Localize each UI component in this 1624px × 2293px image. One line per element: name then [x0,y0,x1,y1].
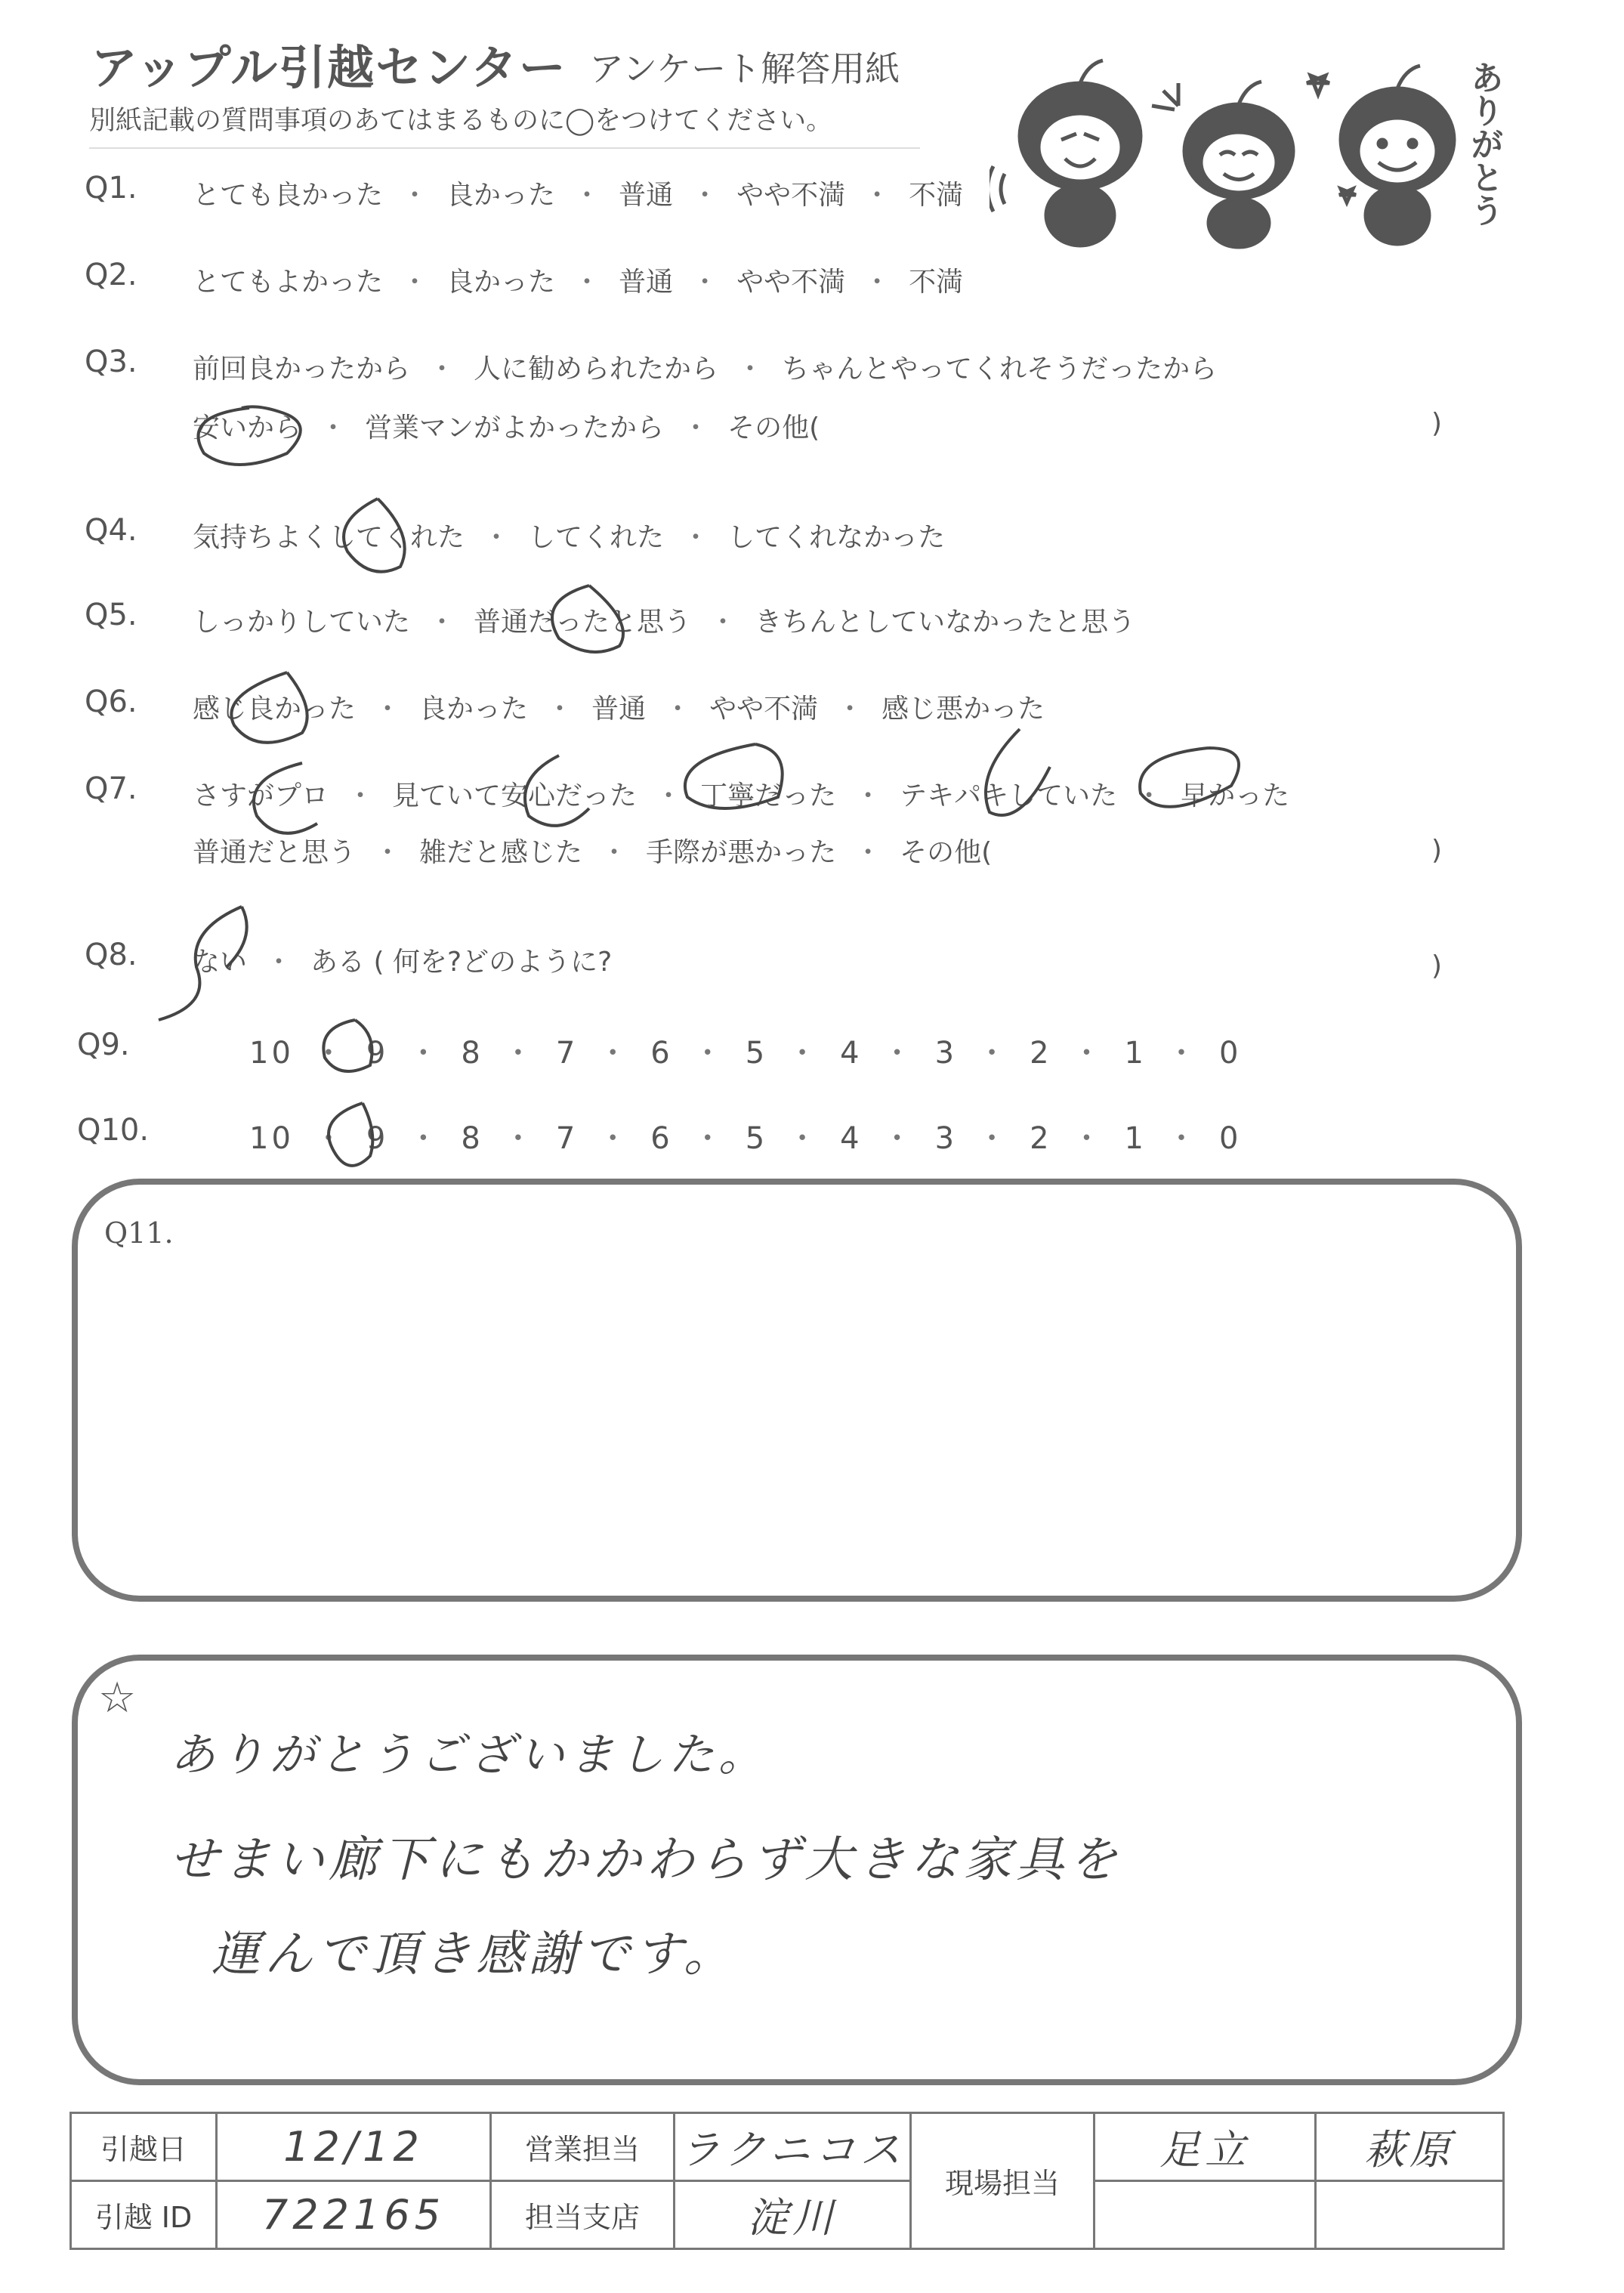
answer-option[interactable]: 普通 [619,267,674,298]
scale-value[interactable]: 3 [934,1036,958,1071]
question-label: Q7. [85,771,137,806]
scale-value[interactable]: 8 [461,1121,483,1156]
answer-option[interactable]: さすがプロ [193,780,329,811]
q8-circle-mark [159,907,247,1020]
scale-separator: ・ [408,1036,442,1071]
scale-value[interactable]: 10 [249,1121,294,1156]
q4-circle-mark [344,499,405,572]
scale-separator: ・ [787,1121,821,1156]
mascot-caption: ありがとう [1465,60,1503,227]
answer-option[interactable]: とてもよかった [193,267,384,298]
answer-option[interactable]: 普通 [591,694,647,725]
scale-value[interactable]: 2 [1030,1036,1052,1071]
site-staff-2[interactable]: 萩原 [1316,2113,1504,2181]
scale-separator: ・ [881,1036,915,1071]
scale-separator: ・ [692,1121,726,1156]
option-separator: ・ [736,354,764,385]
question-label: Q8. [85,938,137,972]
answer-option[interactable]: 手際が悪かった [646,837,837,868]
option-separator: ・ [428,354,456,385]
scale-separator: ・ [977,1121,1011,1156]
q7-circle-mark-2 [525,756,589,826]
answer-option[interactable]: きちんとしていなかったと思う [755,607,1136,638]
scale-value[interactable]: 10 [249,1036,294,1071]
option-separator: ・ [1135,780,1163,811]
option-separator: ・ [347,780,375,811]
company-name: アップル引越センター [91,40,567,95]
star-icon: ☆ [98,1673,137,1723]
answer-option[interactable]: 早かった [1181,780,1290,811]
scale-value[interactable]: 2 [1030,1121,1052,1156]
answer-option[interactable]: 見ていて安心だった [392,780,638,811]
answer-option[interactable]: ちゃんとやってくれそうだったから [782,354,1218,385]
answer-option[interactable]: しっかりしていた [193,607,411,638]
answer-option[interactable]: してくれた [528,522,665,553]
scale-value[interactable]: 5 [745,1121,768,1156]
answer-option[interactable]: 不満 [909,180,964,211]
option-separator: ・ [573,267,601,298]
answer-option[interactable]: 感じ悪かった [881,694,1045,725]
option-separator: ・ [682,413,710,443]
answer-option[interactable]: 普通だったと思う [474,607,692,638]
scale-value[interactable]: 6 [650,1036,673,1071]
answer-option[interactable]: 丁寧だった [700,780,837,811]
option-separator: ・ [320,413,347,443]
option-separator: ・ [483,522,511,553]
scale-separator: ・ [408,1121,442,1156]
answer-option[interactable]: 普通 [619,180,674,211]
answer-option[interactable]: 良かった [419,694,529,725]
q3-other-close-paren: ) [1431,408,1443,439]
q7-other-close-paren: ) [1431,835,1443,866]
answer-option[interactable]: 良かった [446,180,556,211]
answer-option[interactable]: してくれなかった [727,522,946,553]
scale-separator: ・ [977,1036,1011,1071]
scale-value[interactable]: 0 [1218,1121,1242,1156]
form-title: アンケート解答用紙 [589,48,900,89]
scale-separator: ・ [787,1036,821,1071]
scale-value[interactable]: 9 [366,1121,389,1156]
sales-staff-label: 営業担当 [491,2113,675,2181]
site-staff-1[interactable]: 足立 [1095,2113,1316,2181]
option-separator: ・ [401,180,429,211]
answer-option[interactable]: ない [193,947,248,978]
question-label: Q2. [85,258,137,292]
question-label: Q3. [85,345,137,379]
scale-question-label: Q9. [77,1028,130,1062]
option-separator: ・ [691,267,719,298]
sales-staff-value[interactable]: ラクニコス [675,2113,911,2181]
q6-circle-mark [231,672,307,743]
answer-option[interactable]: 人に勧められたから [474,354,719,385]
scale-question-label: Q10. [77,1113,150,1148]
scale-separator: ・ [1071,1121,1105,1156]
option-separator: ・ [863,180,891,211]
question-label: Q1. [85,171,137,206]
scale-separator: ・ [1166,1121,1199,1156]
instruction-text: 別紙記載の質問事項のあてはまるものに◯をつけてください。 [89,106,833,136]
comment-line-1: ありがとうございました。 [170,1729,768,1782]
branch-value[interactable]: 淀川 [675,2181,911,2249]
scale-value[interactable]: 7 [555,1121,579,1156]
q9-circle-mark [323,1020,372,1071]
answer-option[interactable]: 普通だと思う [193,837,357,868]
option-separator: ・ [573,180,601,211]
option-separator: ・ [682,522,710,553]
move-id-value[interactable]: 722165 [217,2181,491,2249]
answer-option[interactable]: 良かった [446,267,556,298]
scale-separator: ・ [881,1121,915,1156]
question-label: Q4. [85,513,137,548]
answer-option[interactable]: 感じ良かった [193,694,357,725]
option-separator: ・ [601,837,628,868]
q7-circle-mark-5 [1140,748,1239,807]
answer-option[interactable]: とても良かった [193,180,384,211]
q7-circle-mark-1 [254,763,317,833]
scale-value[interactable]: 0 [1218,1036,1242,1071]
answer-option[interactable]: 不満 [909,267,964,298]
scale-value[interactable]: 5 [745,1036,768,1071]
option-separator: ・ [691,180,719,211]
scale-value[interactable]: 4 [840,1036,863,1071]
answer-option[interactable]: 安いから [193,413,302,443]
answer-option[interactable]: 営業マンがよかったから [365,413,665,443]
answer-option[interactable]: その他( [727,413,820,443]
q8-close-paren: ) [1431,950,1443,981]
site-staff-4-empty[interactable] [1316,2181,1504,2249]
answer-option[interactable]: やや不満 [736,180,846,211]
scale-value[interactable]: 3 [934,1121,958,1156]
scale-value[interactable]: 4 [840,1121,863,1156]
option-separator: ・ [265,947,293,978]
option-separator: ・ [709,607,737,638]
scale-separator: ・ [502,1036,536,1071]
answer-option[interactable]: 雑だと感じた [419,837,583,868]
scale-separator: ・ [1166,1036,1199,1071]
scale-separator: ・ [1071,1036,1105,1071]
branch-label: 担当支店 [491,2181,675,2249]
answer-option[interactable]: やや不満 [736,267,846,298]
move-date-value[interactable]: 12/12 [217,2113,491,2181]
q11-answer-box[interactable] [72,1179,1522,1602]
option-separator: ・ [374,837,402,868]
q7-circle-mark-4 [986,729,1050,815]
option-separator: ・ [374,694,402,725]
scale-separator: ・ [313,1036,347,1071]
option-separator: ・ [863,267,891,298]
answer-option[interactable]: その他( [900,837,993,868]
scale-value[interactable]: 1 [1124,1121,1147,1156]
comment-line-3: 運んで頂き感謝です。 [211,1927,736,1982]
q3-circle-mark [199,406,301,465]
scale-separator: ・ [597,1036,631,1071]
option-separator: ・ [401,267,429,298]
answer-option[interactable]: テキパキしていた [900,780,1118,811]
scale-value[interactable]: 7 [555,1036,579,1071]
scale-separator: ・ [502,1121,536,1156]
scale-value[interactable]: 6 [650,1121,673,1156]
q5-circle-mark [552,586,623,652]
answer-option[interactable]: 前回良かったから [193,354,411,385]
question-label: Q6. [85,685,137,719]
comment-line-2: せまい廊下にもかかわらず大きな家具を [170,1832,1122,1888]
question-label: Q5. [85,598,137,632]
site-staff-label: 現場担当 [911,2113,1095,2249]
option-separator: ・ [854,837,882,868]
option-separator: ・ [664,694,692,725]
move-date-label: 引越日 [71,2113,217,2181]
option-separator: ・ [546,694,574,725]
q11-label: Q11. [104,1216,174,1250]
option-separator: ・ [836,694,864,725]
scale-separator: ・ [313,1121,347,1156]
site-staff-3-empty[interactable] [1095,2181,1316,2249]
q7-circle-mark-3 [685,744,783,808]
answer-option[interactable]: やや不満 [709,694,819,725]
scale-separator: ・ [692,1036,726,1071]
answer-option[interactable]: 気持ちよくしてくれた [193,522,465,553]
answer-option[interactable]: ある ( 何を?どのように? [310,947,613,978]
scale-value[interactable]: 8 [461,1036,483,1071]
option-separator: ・ [854,780,882,811]
move-info-table [69,2112,1505,2250]
option-separator: ・ [655,780,683,811]
option-separator: ・ [428,607,456,638]
move-id-label: 引越 ID [71,2181,217,2249]
scale-value[interactable]: 9 [366,1036,389,1071]
q10-circle-mark [329,1103,372,1166]
scale-separator: ・ [597,1121,631,1156]
scale-value[interactable]: 1 [1124,1036,1147,1071]
